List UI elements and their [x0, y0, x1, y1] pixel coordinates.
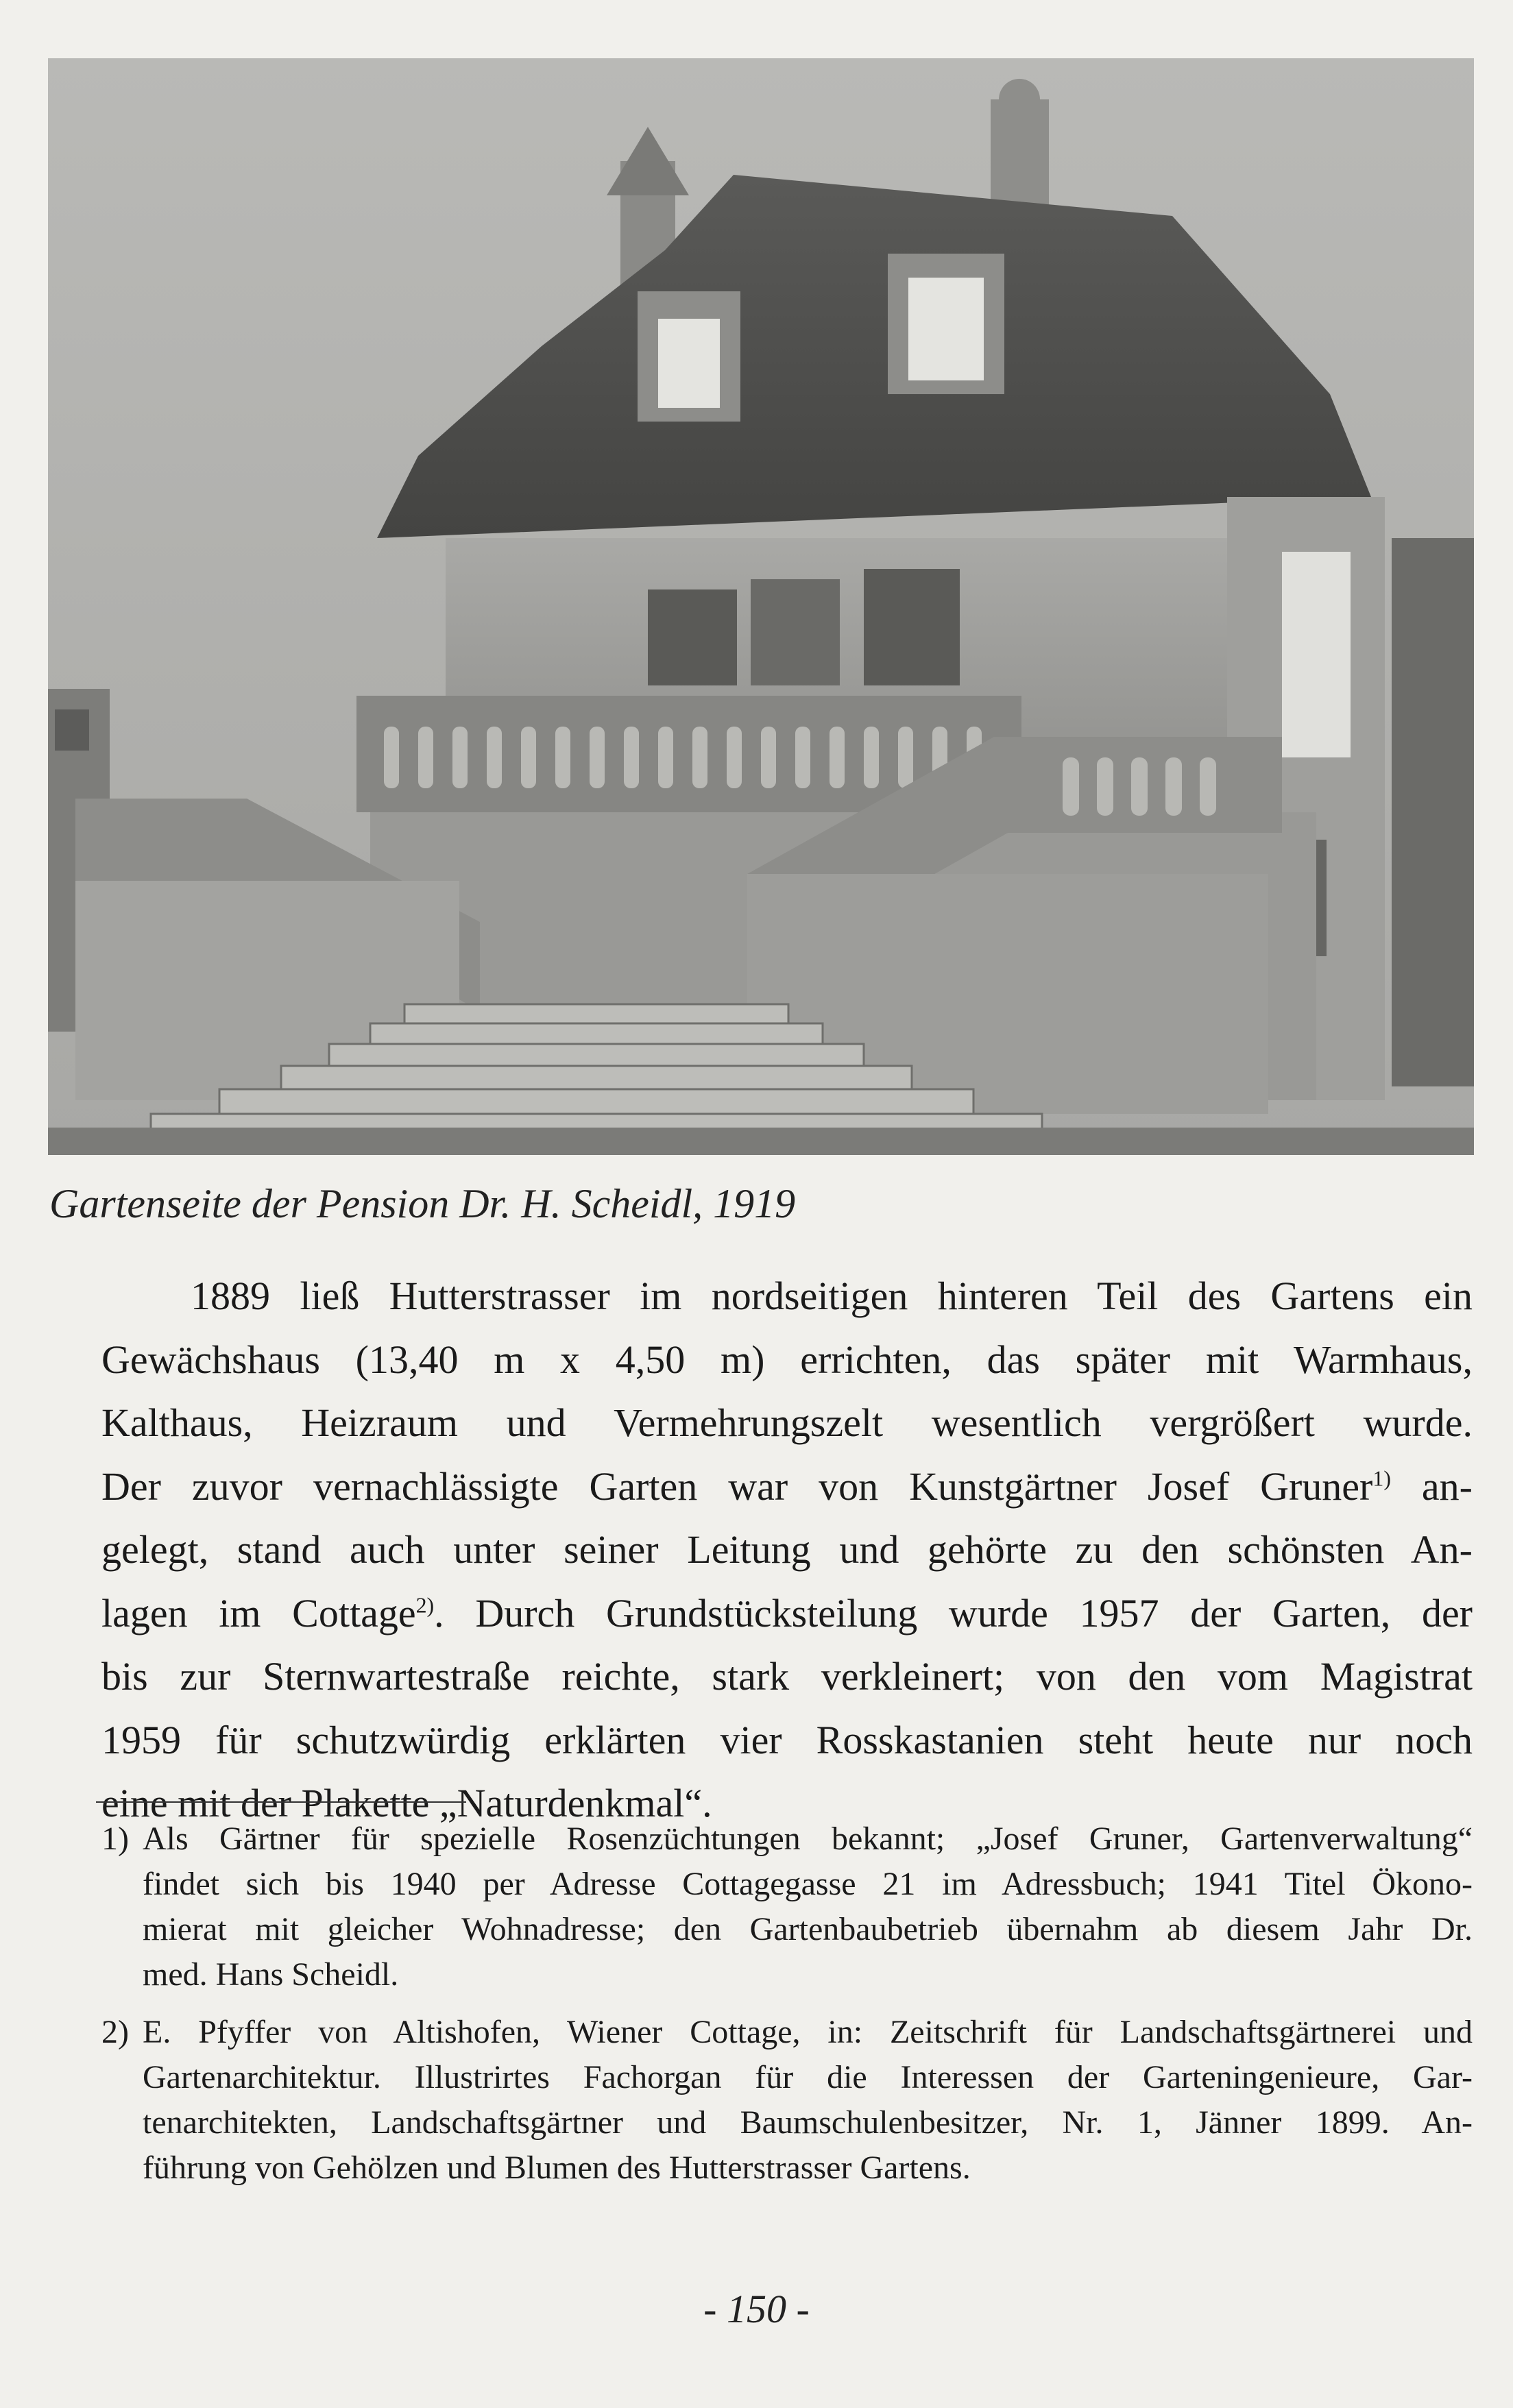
body-text-segment: . Durch Grundstücksteilung wurde 1957 der Garten, der [434, 1590, 1473, 1635]
body-paragraph [101, 1265, 1473, 1836]
body-text-segment: Der zuvor vernachlässigte Garten war von Kunstgärtner Josef Gruner [101, 1463, 1373, 1509]
footnote-line: führung von Gehölzen und Blumen des Hutterstrasser Gartens. [143, 2150, 971, 2186]
footnote-line: Als Gärtner für spezielle Rosenzüchtungen bekannt; „Josef Gruner, Gartenverwaltung“ [143, 1821, 1473, 1857]
footnote-line: tenarchitekten, Landschaftsgärtner und Baumschulenbesitzer, Nr. 1, Jänner 1899. An- [143, 2104, 1473, 2141]
body-line: Kalthaus, Heizraum und Vermehrungszelt wesentlich vergrößert wurde. [101, 1400, 1473, 1445]
body-text-segment: an- [1390, 1463, 1473, 1509]
body-line: gelegt, stand auch unter seiner Leitung und gehörte zu den schönsten An- [101, 1527, 1473, 1572]
body-line: 1889 ließ Hutterstrasser im nordseitigen hinteren Teil des Gartens ein [191, 1274, 1473, 1318]
footnotes [101, 1816, 1473, 2203]
house-photo-illustration [48, 58, 1474, 1155]
body-line [101, 1455, 1473, 1519]
body-text-segment: lagen im Cottage [101, 1590, 416, 1635]
footnote-line: findet sich bis 1940 per Adresse Cottagegasse 21 im Adressbuch; 1941 Titel Ökono- [143, 1866, 1473, 1902]
page-number: - 150 - [703, 2287, 810, 2331]
body-line: eine mit der Plakette „Naturdenkmal“. [101, 1781, 712, 1825]
photo-caption: Gartenseite der Pension Dr. H. Scheidl, 1919 [49, 1181, 796, 1226]
footnote-2 [101, 2010, 1473, 2191]
body-line: bis zur Sternwartestraße reichte, stark verkleinert; von den vom Magistrat [101, 1654, 1473, 1699]
house-photograph [48, 58, 1474, 1155]
footnote-line: mierat mit gleicher Wohnadresse; den Gartenbaubetrieb übernahm ab diesem Jahr Dr. [143, 1911, 1473, 1947]
footnote-ref-1: 1) [1372, 1466, 1391, 1491]
footnote-number: 1) [101, 1821, 129, 1857]
body-line: 1959 für schutzwürdig erklärten vier Rosskastanien steht heute nur noch [101, 1717, 1473, 1762]
footnote-divider [96, 1801, 466, 1803]
body-line: Gewächshaus (13,40 m x 4,50 m) errichten, das später mit Warmhaus, [101, 1337, 1473, 1382]
footnote-1 [101, 1816, 1473, 1997]
body-line [101, 1582, 1473, 1646]
footnote-ref-2: 2) [415, 1593, 435, 1618]
footnote-line: E. Pfyffer von Altishofen, Wiener Cottage, in: Zeitschrift für Landschaftsgärtnerei und [143, 2014, 1473, 2050]
footnote-line: Gartenarchitektur. Illustrirtes Fachorgan für die Interessen der Garteningenieure, Gar- [143, 2059, 1473, 2095]
footnote-line: med. Hans Scheidl. [143, 1956, 399, 1993]
footnote-number: 2) [101, 2014, 129, 2050]
